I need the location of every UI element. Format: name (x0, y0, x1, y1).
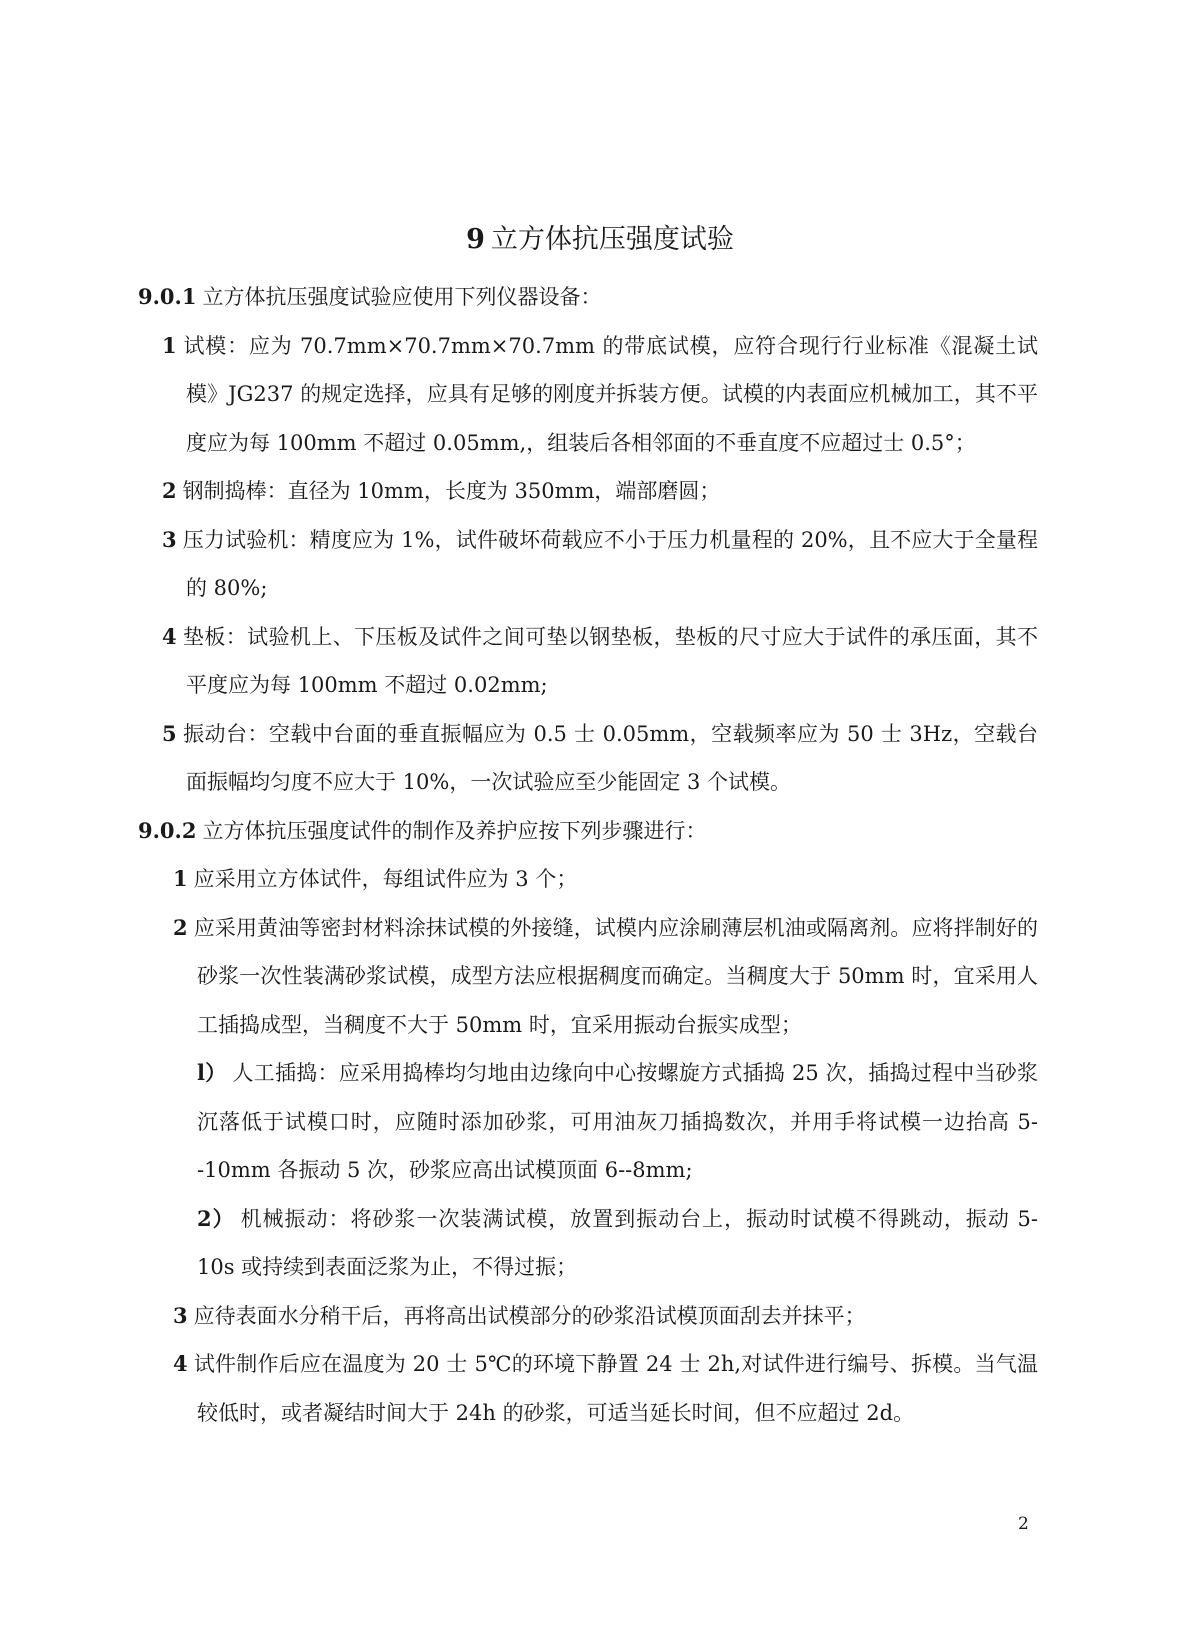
clause-text: 立方体抗压强度试验应使用下列仪器设备： (202, 285, 602, 309)
item-text: 试件制作后应在温度为 20 士 5℃的环境下静置 24 士 2h,对试件进行编号、拆模。当气温较低时，或者凝结时间大于 24h 的砂浆，可适当延长时间，但不应超过 2d。 (193, 1352, 1038, 1425)
section-title (0, 222, 1200, 258)
item-number: 2 (173, 914, 188, 940)
item-text: 试模：应为 70.7mm×70.7mm×70.7mm 的带底试模，应符合现行行业标准《混凝土试模》JG237 的规定选择，应具有足够的刚度并拆装方便。试模的内表面应机械加工，其不平度应为每 100mm 不超过 0.05mm,，组装后各相邻面的不垂直度不应超过士 0.5°； (182, 333, 1038, 455)
sub-item (138, 1049, 1038, 1195)
list-item (138, 1340, 1038, 1437)
sub-item-number: 2） (197, 1205, 235, 1231)
item-number: 1 (162, 332, 177, 358)
list-item (138, 855, 1038, 904)
clause-9-0-2 (138, 807, 1038, 856)
item-text: 垫板：试验机上、下压板及试件之间可垫以钢垫板，垫板的尺寸应大于试件的承压面，其不平度应为每 100mm 不超过 0.02mm; (182, 624, 1038, 697)
list-item (138, 467, 1038, 516)
item-number: 3 (173, 1302, 188, 1328)
item-text: 应采用立方体试件，每组试件应为 3 个； (193, 867, 578, 891)
page-number: 2 (1018, 1514, 1029, 1534)
list-item (138, 1292, 1038, 1341)
item-number: 2 (162, 478, 177, 503)
item-number: 1 (173, 866, 188, 891)
clause-number: 9.0.1 (138, 284, 197, 309)
section-number: 9 (466, 224, 485, 255)
item-number: 4 (173, 1351, 188, 1376)
list-item (138, 516, 1038, 613)
item-text: 压力试验机：精度应为 1%，试件破坏荷载应不小于压力机量程的 20%，且不应大于全量程的 80%; (182, 527, 1038, 600)
sub-item-number: l） (197, 1060, 227, 1085)
section-title-text: 立方体抗压强度试验 (490, 224, 734, 255)
clause-number: 9.0.2 (138, 817, 197, 843)
list-item (138, 710, 1038, 807)
item-number: 5 (162, 720, 177, 746)
sub-item-text: 人工插捣：应采用捣棒均匀地由边缘向中心按螺旋方式插捣 25 次，插捣过程中当砂浆沉落低于试模口时，应随时添加砂浆，可用油灰刀插捣数次，并用手将试模一边抬高 5--10mm 各振动 5 次，砂浆应高出试模顶面 6--8mm; (197, 1061, 1038, 1182)
sub-item (138, 1195, 1038, 1292)
document-body (138, 273, 1038, 1437)
clause-9-0-1 (138, 273, 1038, 322)
list-item (138, 904, 1038, 1050)
item-text: 应采用黄油等密封材料涂抹试模的外接缝，试模内应涂刷薄层机油或隔离剂。应将拌制好的砂浆一次性装满砂浆试模，成型方法应根据稠度而确定。当稠度大于 50mm 时，宜采用人工插捣成型，当稠度不大于 50mm 时，宜采用振动台振实成型； (193, 915, 1038, 1037)
list-item (138, 613, 1038, 710)
item-text: 应待表面水分稍干后，再将高出试模部分的砂浆沿试模顶面刮去并抹平； (193, 1303, 866, 1328)
item-text: 钢制捣棒：直径为 10mm，长度为 350mm，端部磨圆； (182, 479, 721, 503)
sub-item-text: 机械振动：将砂浆一次装满试模，放置到振动台上，振动时试模不得跳动，振动 5-10s 或持续到表面泛浆为止，不得过振； (197, 1206, 1038, 1279)
list-item (138, 322, 1038, 468)
clause-text: 立方体抗压强度试件的制作及养护应按下列步骤进行： (202, 818, 707, 843)
item-number: 4 (162, 623, 177, 649)
item-text: 振动台：空载中台面的垂直振幅应为 0.5 士 0.05mm，空载频率应为 50 士 3Hz，空载台面振幅均匀度不应大于 10%，一次试验应至少能固定 3 个试模。 (182, 721, 1038, 794)
item-number: 3 (162, 526, 177, 552)
